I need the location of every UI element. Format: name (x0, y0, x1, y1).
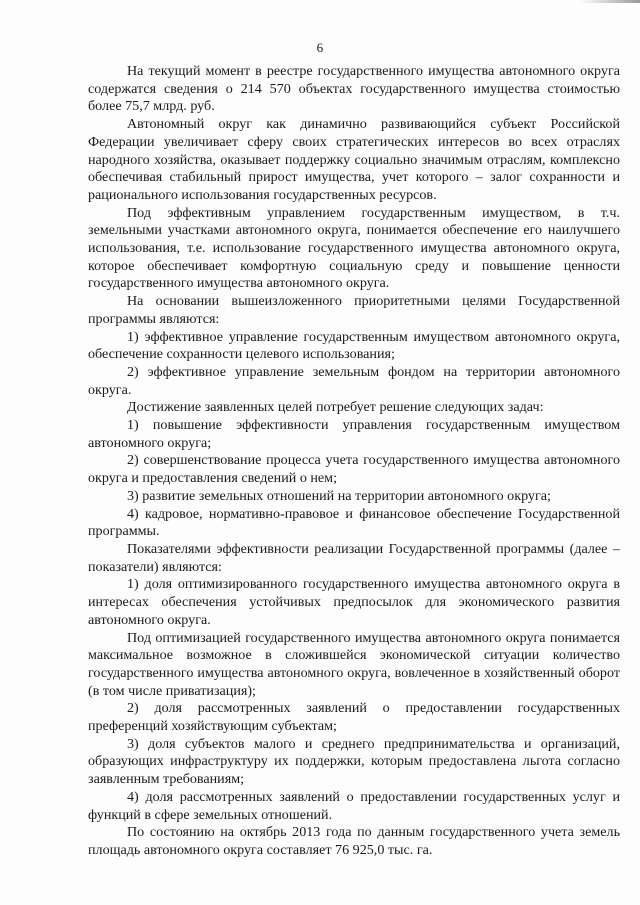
paragraph-optimization-definition: Под оптимизацией государственного имущества автономного округа понимается максимальное возможное в сложившейся экономической ситуации количество государственного имущества автономного округа, вовлеченное в хозяйственный оборот (в том числе приватизация); (88, 629, 620, 699)
task-item-4: 4) кадровое, нормативно-правовое и финансовое обеспечение Государственной программы. (88, 505, 620, 540)
indicator-item-4: 4) доля рассмотренных заявлений о предоставлении государственных услуг и функций в сфере земельных отношений. (88, 788, 620, 823)
indicator-item-2: 2) доля рассмотренных заявлений о предоставлении государственных преференций хозяйствующим субъектам; (88, 700, 620, 735)
task-item-2: 2) совершенствование процесса учета государственного имущества автономного округа и предоставления сведений о нем; (88, 452, 620, 487)
paragraph-land-area: По состоянию на октябрь 2013 года по данным государственного учета земель площадь автономного округа составляет 76 925,0 тыс. га. (88, 824, 620, 858)
document-body (88, 63, 620, 860)
goal-item-2: 2) эффективное управление земельным фондом на территории автономного округа. (88, 363, 620, 398)
task-item-1: 1) повышение эффективности управления государственным имуществом автономного округа; (88, 417, 620, 451)
indicator-item-3: 3) доля субъектов малого и среднего предпринимательства и организаций, образующих инфраструктуру их поддержки, которым предоставлена льгота согласно заявленным требованиям; (88, 735, 620, 788)
paragraph-goals-intro: На основании вышеизложенного приоритетными целями Государственной программы являются: (88, 293, 620, 327)
page-number: 6 (316, 40, 324, 55)
paragraph-registry: На текущий момент в реестре государственного имущества автономного округа содержатся сведения о 214 570 объектах государственного имущества стоимостью более 75,7 млрд. руб. (88, 63, 620, 115)
task-item-3: 3) развитие земельных отношений на территории автономного округа; (127, 487, 551, 504)
paragraph-strategic-interests: Автономный округ как динамично развивающийся субъект Российской Федерации увеличивает сферу своих стратегических интересов во всех отраслях народного хозяйства, оказывает поддержку социально значимым отраслям, комплексно обеспечивая стабильный прирост имущества, учет которого – залог сохранности и рационального использования государственных ресурсов. (88, 116, 620, 203)
indicator-item-1: 1) доля оптимизированного государственного имущества автономного округа в интересах обеспечения устойчивых предпосылок для экономического развития автономного округа. (88, 576, 620, 628)
paragraph-tasks-intro: Достижение заявленных целей потребует решение следующих задач: (127, 399, 544, 416)
goal-item-1: 1) эффективное управление государственным имуществом автономного округа, обеспечение сохранности целевого использования; (88, 328, 620, 363)
paragraph-effective-management: Под эффективным управлением государственным имуществом, в т.ч. земельными участками автономного округа, понимается обеспечение его наилучшего использования, т.е. использование государственного имущества автономного округа, которое обеспечивает комфортную социальную среду и повышение ценности государственного имущества автономного округа. (88, 204, 620, 292)
scan-artifact (580, 0, 640, 3)
paragraph-indicators-intro: Показателями эффективности реализации Государственной программы (далее – показатели) являются: (88, 540, 620, 575)
